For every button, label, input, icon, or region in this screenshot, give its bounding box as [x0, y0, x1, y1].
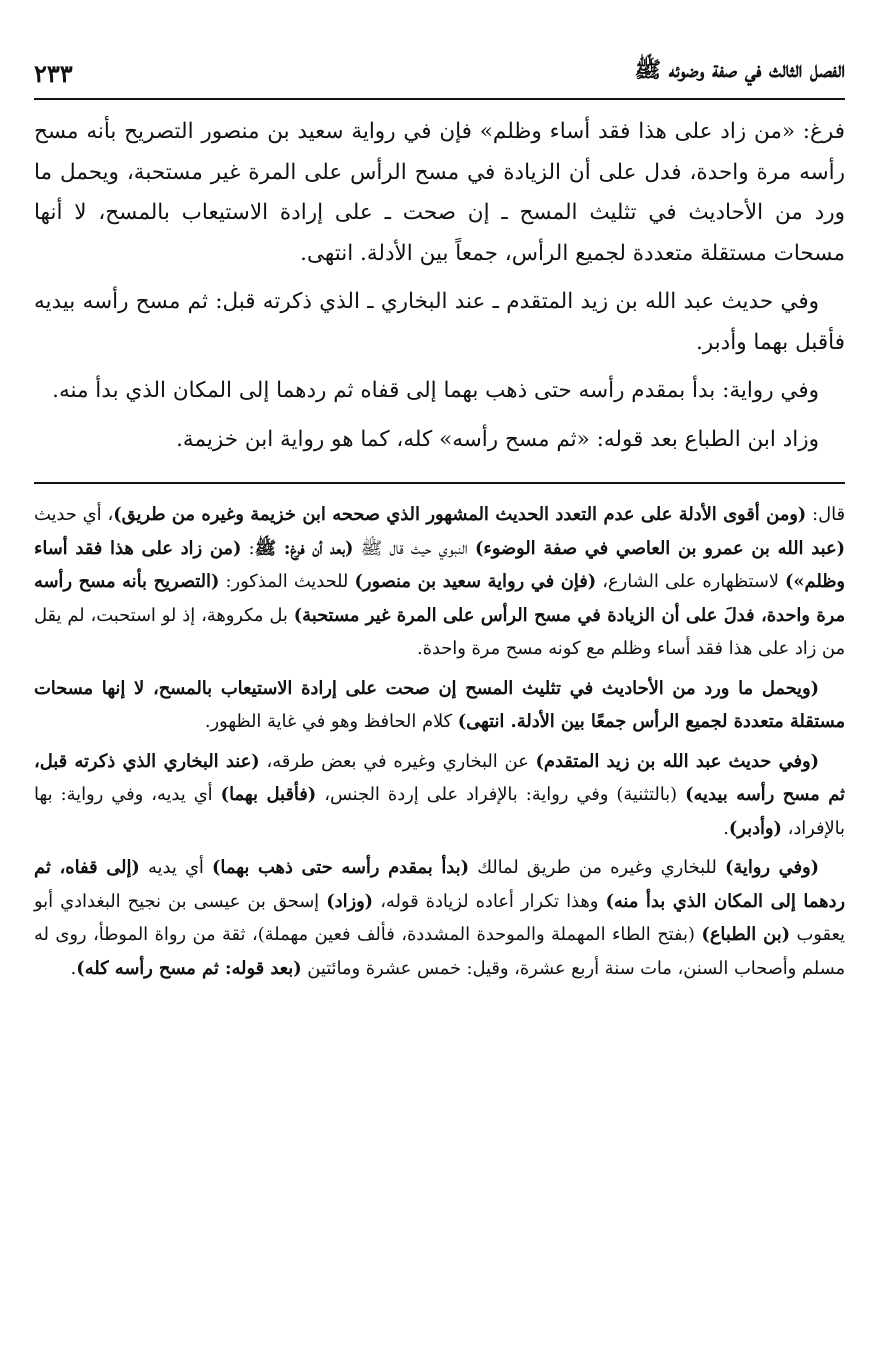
sharh-paragraph-2: (ويحمل ما ورد من الأحاديث في تثليث المسح إن صحت على إرادة الاستيعاب بالمسح، لا إنها مسحات مستقلة متعددة لجميع الرأس جمعًا بين الأدلة. انتهى) كلام الحافظ وهو في غاية الظهور.: [34, 677, 845, 732]
header-rule: [34, 98, 845, 100]
sharh-paragraph-3: (وفي حديث عبد الله بن زيد المتقدم) عن البخاري وغيره في بعض طرقه، (عند البخاري الذي ذكرته قبل، ثم مسح رأسه بيديه) (بالتثنية) وفي رواية: بالإفراد على إردة الجنس، (فأقبل بهما) أي يديه، وفي رواية: بها بالإفراد، (وأدبر).: [34, 750, 846, 839]
chapter-title: الفصل الثالث في صفة وضوئه ﷺ: [634, 57, 845, 83]
sharh-paragraph-4: (وفي رواية) للبخاري وغيره من طريق لمالك (بدأ بمقدم رأسه حتى ذهب بهما) أي يديه (إلى قفاه، ثم ردهما إلى المكان الذي بدأ منه) وهذا تكرار أعاده لزيادة قوله، (وزاد) إسحق بن عيسى بن نجيح البغدادي أبو يعقوب (بن الطباع) (بفتح الطاء المهملة والموحدة المشددة، فألف فعين مهملة)، ثقة من رواة الموطأ، روى له مسلم وأصحاب السنن، مات سنة أربع عشرة، وقيل: خمس عشرة ومائتين (بعد قوله: ثم مسح رأسه كله).: [34, 857, 845, 979]
page-header: [34, 40, 845, 88]
matn-paragraph-1: فرغ: «من زاد على هذا فقد أساء وظلم» فإن في رواية سعيد بن منصور التصريح بأنه مسح رأسه مرة واحدة، فدل على أن الزيادة في مسح الرأس على المرة غير مستحبة، ويحمل ما ورد من الأحاديث في تثليث المسح ـ إن صحت ـ على إرادة الاستيعاب بالمسح، لا أنها مسحات مستقلة متعددة لجميع الرأس، جمعاً بين الأدلة. انتهى.: [34, 119, 845, 266]
sharh-paragraph-1: قال: (ومن أقوى الأدلة على عدم التعدد الحديث المشهور الذي صححه ابن خزيمة وغيره من طريق)، أي حديث (عبد الله بن عمرو بن العاصي في صفة الوضوء) النبوي حيث قال ﷺ (بعد أن فرغ: ﷺ: (من زاد على هذا فقد أساء وظلم») لاستظهاره على الشارع، (فإن في رواية سعيد بن منصور) للحديث المذكور: (التصريح بأنه مسح رأسه مرة واحدة، فدلَ على أن الزيادة في مسح الرأس على المرة غير مستحبة) بل مكروهة، إذ لو استحبت، لم يقل من زاد على هذا فقد أساء وظلم مع كونه مسح مرة واحدة.: [34, 504, 846, 659]
matn-paragraph-3: وفي رواية: بدأ بمقدم رأسه حتى ذهب بهما إلى قفاه ثم ردهما إلى المكان الذي بدأ منه.: [52, 378, 819, 403]
page-number: ٢٣٣: [34, 59, 73, 88]
commentary-text: [34, 498, 845, 985]
matn-paragraph-4: وزاد ابن الطباع بعد قوله: «ثم مسح رأسه» كله، كما هو رواية ابن خزيمة.: [176, 426, 819, 452]
matn-paragraph-2: وفي حديث عبد الله بن زيد المتقدم ـ عند البخاري ـ الذي ذكرته قبل: ثم مسح رأسه بيديه فأقبل بهما وأدبر.: [34, 289, 845, 355]
footnote-divider: [34, 482, 845, 484]
main-text: [34, 112, 845, 460]
